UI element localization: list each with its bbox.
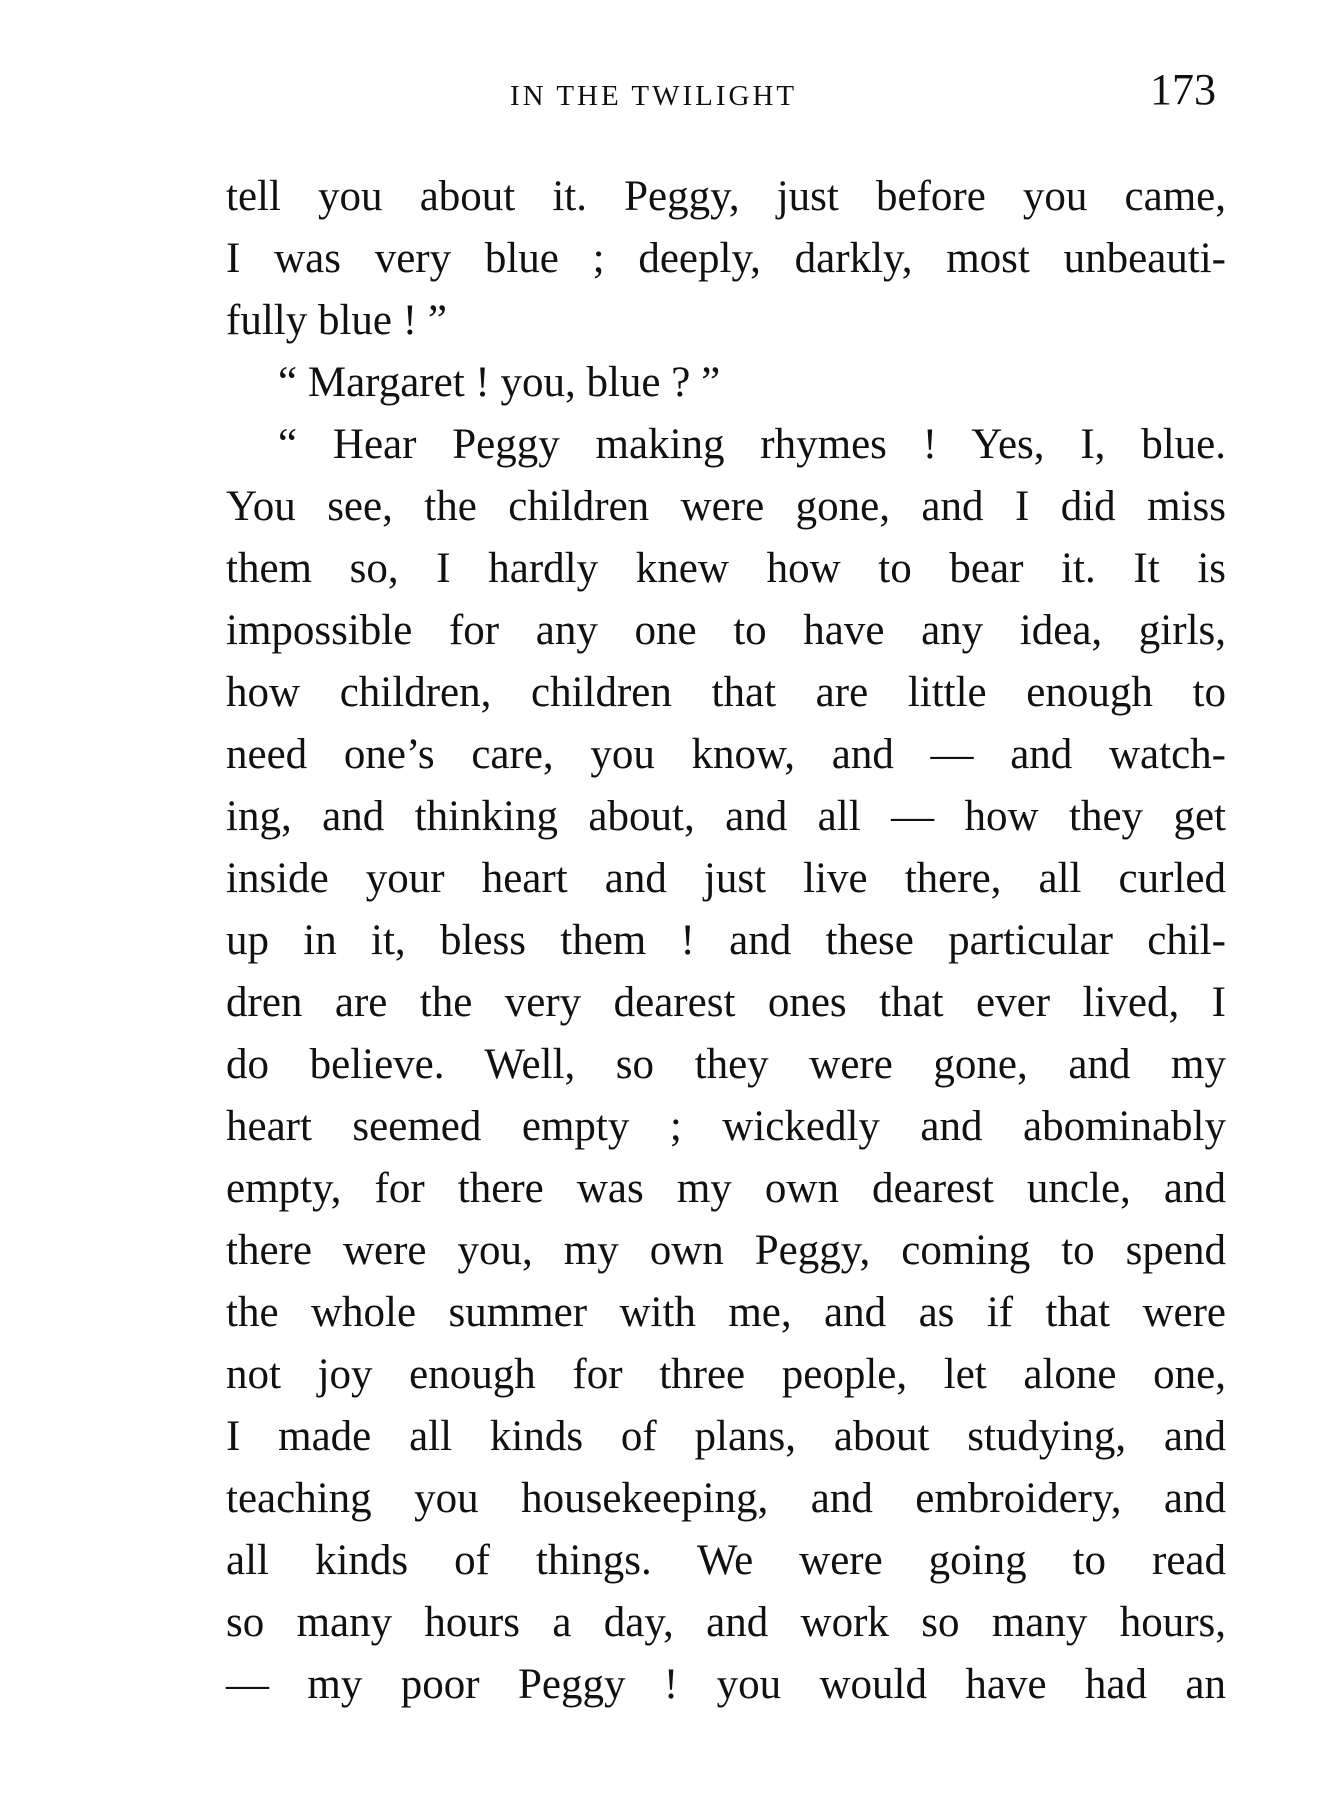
text-line: not joy enough for three people, let alone one, [226, 1351, 1226, 1398]
text-line: impossible for any one to have any idea, girls, [226, 607, 1226, 654]
text-line: need one’s care, you know, and — and watch- [226, 731, 1226, 778]
text-line: I made all kinds of plans, about studying, and [226, 1413, 1226, 1460]
text-line: ing, and thinking about, and all — how they get [226, 793, 1226, 840]
body-text [226, 166, 1226, 1716]
text-line: fully blue ! ” [226, 297, 447, 344]
text-line: “ Hear Peggy making rhymes ! Yes, I, blue. [278, 421, 1226, 468]
text-line: them so, I hardly knew how to bear it. It is [226, 545, 1226, 592]
text-line: how children, children that are little enough to [226, 669, 1226, 716]
text-line: so many hours a day, and work so many hours, [226, 1599, 1226, 1646]
text-line: the whole summer with me, and as if that were [226, 1289, 1226, 1336]
page-number: 173 [1150, 65, 1216, 114]
text-line: heart seemed empty ; wickedly and abominably [226, 1103, 1226, 1150]
text-line: there were you, my own Peggy, coming to spend [226, 1227, 1226, 1274]
running-head: IN THE TWILIGHT [510, 80, 798, 112]
text-line: “ Margaret ! you, blue ? ” [278, 359, 721, 406]
text-line: teaching you housekeeping, and embroidery, and [226, 1475, 1226, 1522]
text-line: empty, for there was my own dearest uncle, and [226, 1165, 1226, 1212]
text-line: do believe. Well, so they were gone, and my [226, 1041, 1226, 1088]
text-line: — my poor Peggy ! you would have had an [226, 1661, 1226, 1708]
text-line: all kinds of things. We were going to read [226, 1537, 1226, 1584]
text-line: tell you about it. Peggy, just before you came, [226, 173, 1226, 220]
text-line: inside your heart and just live there, all curled [226, 855, 1226, 902]
text-line: dren are the very dearest ones that ever lived, I [226, 979, 1226, 1026]
text-line: up in it, bless them ! and these particular chil- [226, 917, 1226, 964]
text-line: I was very blue ; deeply, darkly, most unbeauti- [226, 235, 1226, 282]
text-line: You see, the children were gone, and I did miss [226, 483, 1226, 530]
